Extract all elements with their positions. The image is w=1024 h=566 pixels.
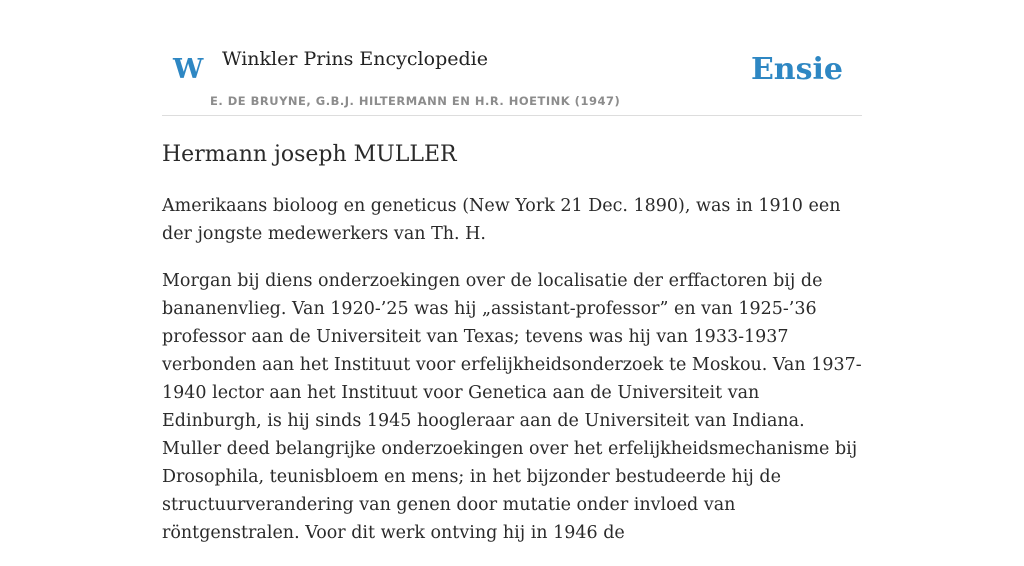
entry-title: Hermann joseph MULLER [162,142,457,167]
article-paragraph: Amerikaans bioloog en geneticus (New York 21 Dec. 1890), was in 1910 een der jongste medewerkers van Th. H. [162,196,841,244]
ensie-logo[interactable]: Ensie [750,52,843,87]
article-paragraph: Morgan bij diens onderzoekingen over de localisatie der erffactoren bij de bananenvlieg. Van 1920-’25 was hij „assistant-professor” en van 1925-’36 professor aan de Universiteit van Texas; tevens was hij van 1933-1937 verbonden aan het Instituut voor erfelijkheidsonderzoek te Moskou. Van 1937-1940 lector aan het Instituut voor Genetica aan de Universiteit van Edinburgh, is hij sinds 1945 hoogleraar aan de Universiteit van Indiana. Muller deed belangrijke onderzoekingen over het erfelijkheidsmechanisme bij Drosophila, teunisbloem en mens; in het bijzonder bestudeerde hij de structuurverandering van genen door mutatie onder invloed van röntgenstralen. Voor dit werk ontving hij in 1946 de [162,271,862,543]
site-header [162,0,862,116]
encyclopedia-title-link[interactable]: Winkler Prins Encyclopedie [222,48,488,70]
encyclopedia-authors: E. DE BRUYNE, G.B.J. HILTERMANN EN H.R. HOETINK (1947) [210,94,621,108]
encyclopedia-logo[interactable]: W [173,54,204,85]
entry-article [162,192,862,566]
page [162,0,862,543]
